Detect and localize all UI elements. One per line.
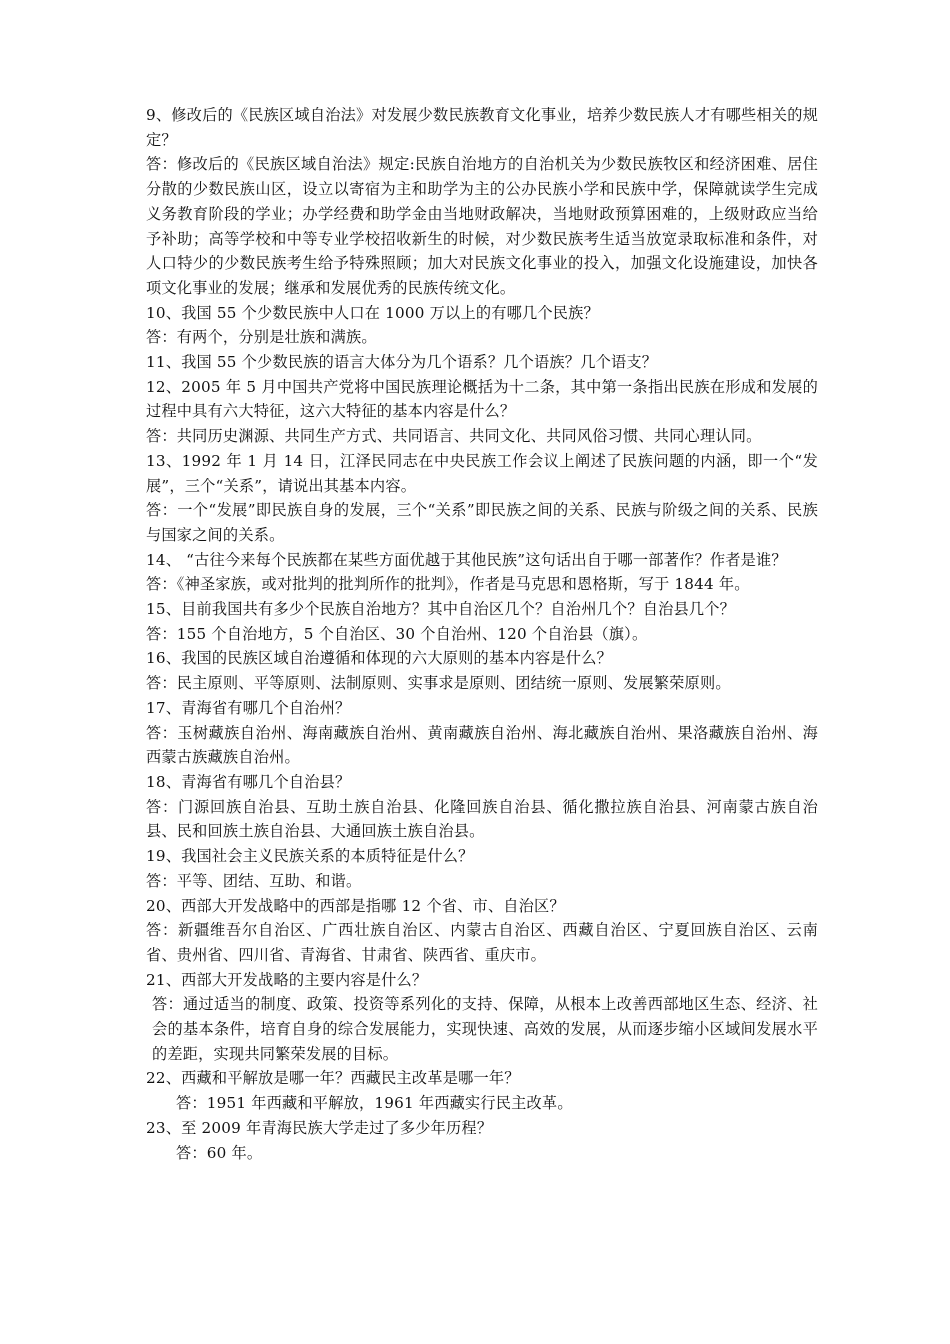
question-paragraph: 23、至 2009 年青海民族大学走过了多少年历程？ <box>146 1118 493 1137</box>
answer-paragraph: 答：通过适当的制度、政策、投资等系列化的支持、保障，从根本上改善西部地区生态、经济、社会的基本条件，培育自身的综合发展能力，实现快速、高效的发展，从而逐步缩小区域间发展水平的差距，实现共同繁荣发展的目标。 <box>152 995 818 1063</box>
question-paragraph: 20、西部大开发战略中的西部是指哪 12 个省、市、自治区？ <box>146 896 565 915</box>
answer-paragraph: 答：玉树藏族自治州、海南藏族自治州、黄南藏族自治州、海北藏族自治州、果洛藏族自治州、海西蒙古族藏族自治州。 <box>146 723 818 767</box>
answer-paragraph: 答：有两个，分别是壮族和满族。 <box>146 328 377 347</box>
answer-paragraph: 答：155 个自治地方，5 个自治区、30 个自治州、120 个自治县（旗）。 <box>146 624 648 643</box>
answer-paragraph: 答：修改后的《民族区域自治法》规定:民族自治地方的自治机关为少数民族牧区和经济困难、居住分散的少数民族山区，设立以寄宿为主和助学为主的公办民族小学和民族中学，保障就读学生完成义务教育阶段的学业；办学经费和助学金由当地财政解决，当地财政预算困难的，上级财政应当给予补助；高等学校和中等专业学校招收新生的时候，对少数民族考生适当放宽录取标准和条件，对人口特少的少数民族考生给予特殊照顾；加大对民族文化事业的投入，加强文化设施建设，加快各项文化事业的发展；继承和发展优秀的民族传统文化。 <box>146 155 818 297</box>
answer-paragraph: 答：一个“发展”即民族自身的发展，三个“关系”即民族之间的关系、民族与阶级之间的关系、民族与国家之间的关系。 <box>146 501 818 544</box>
answer-paragraph: 答：《神圣家族，或对批判的批判所作的批判》，作者是马克思和恩格斯，写于 1844 年。 <box>146 575 750 594</box>
question-paragraph: 22、西藏和平解放是哪一年？西藏民主改革是哪一年？ <box>146 1069 520 1088</box>
answer-paragraph: 答：平等、团结、互助、和谐。 <box>146 871 362 890</box>
question-paragraph: 18、青海省有哪几个自治县？ <box>146 772 351 791</box>
question-paragraph: 11、我国 55 个少数民族的语言大体分为几个语系？几个语族？几个语支？ <box>146 353 658 372</box>
answer-paragraph: 答：共同历史渊源、共同生产方式、共同语言、共同文化、共同风俗习惯、共同心理认同。 <box>146 427 762 446</box>
question-paragraph: 14、 “古往今来每个民族都在某些方面优越于其他民族”这句话出自于哪一部著作？作者是谁？ <box>146 550 787 569</box>
question-paragraph: 16、我国的民族区域自治遵循和体现的六大原则的基本内容是什么？ <box>146 649 612 668</box>
answer-paragraph: 答：门源回族自治县、互助土族自治县、化隆回族自治县、循化撒拉族自治县、河南蒙古族自治县、民和回族土族自治县、大通回族土族自治县。 <box>146 797 818 841</box>
document-body <box>146 103 818 1165</box>
question-paragraph: 13、1992 年 1 月 14 日，江泽民同志在中央民族工作会议上阐述了民族问题的内涵，即一个“发展”，三个“关系”，请说出其基本内容。 <box>146 451 818 495</box>
question-paragraph: 10、我国 55 个少数民族中人口在 1000 万以上的有哪几个民族？ <box>146 303 599 322</box>
answer-paragraph: 答：1951 年西藏和平解放，1961 年西藏实行民主改革。 <box>176 1094 573 1113</box>
question-paragraph: 17、青海省有哪几个自治州？ <box>146 698 351 717</box>
answer-paragraph: 答：新疆维吾尔自治区、广西壮族自治区、内蒙古自治区、西藏自治区、宁夏回族自治区、云南省、贵州省、四川省、青海省、甘肃省、陕西省、重庆市。 <box>146 921 818 964</box>
question-paragraph: 15、目前我国共有多少个民族自治地方？其中自治区几个？自治州几个？自治县几个？ <box>146 600 736 619</box>
question-paragraph: 21、西部大开发战略的主要内容是什么？ <box>146 970 428 989</box>
question-paragraph: 9、修改后的《民族区域自治法》对发展少数民族教育文化事业，培养少数民族人才有哪些相关的规定？ <box>146 106 818 149</box>
answer-paragraph: 答：民主原则、平等原则、法制原则、实事求是原则、团结统一原则、发展繁荣原则。 <box>146 674 731 693</box>
question-paragraph: 12、2005 年 5 月中国共产党将中国民族理论概括为十二条，其中第一条指出民族在形成和发展的过程中具有六大特征，这六大特征的基本内容是什么？ <box>146 377 818 421</box>
question-paragraph: 19、我国社会主义民族关系的本质特征是什么？ <box>146 847 474 866</box>
answer-paragraph: 答：60 年。 <box>176 1143 263 1162</box>
